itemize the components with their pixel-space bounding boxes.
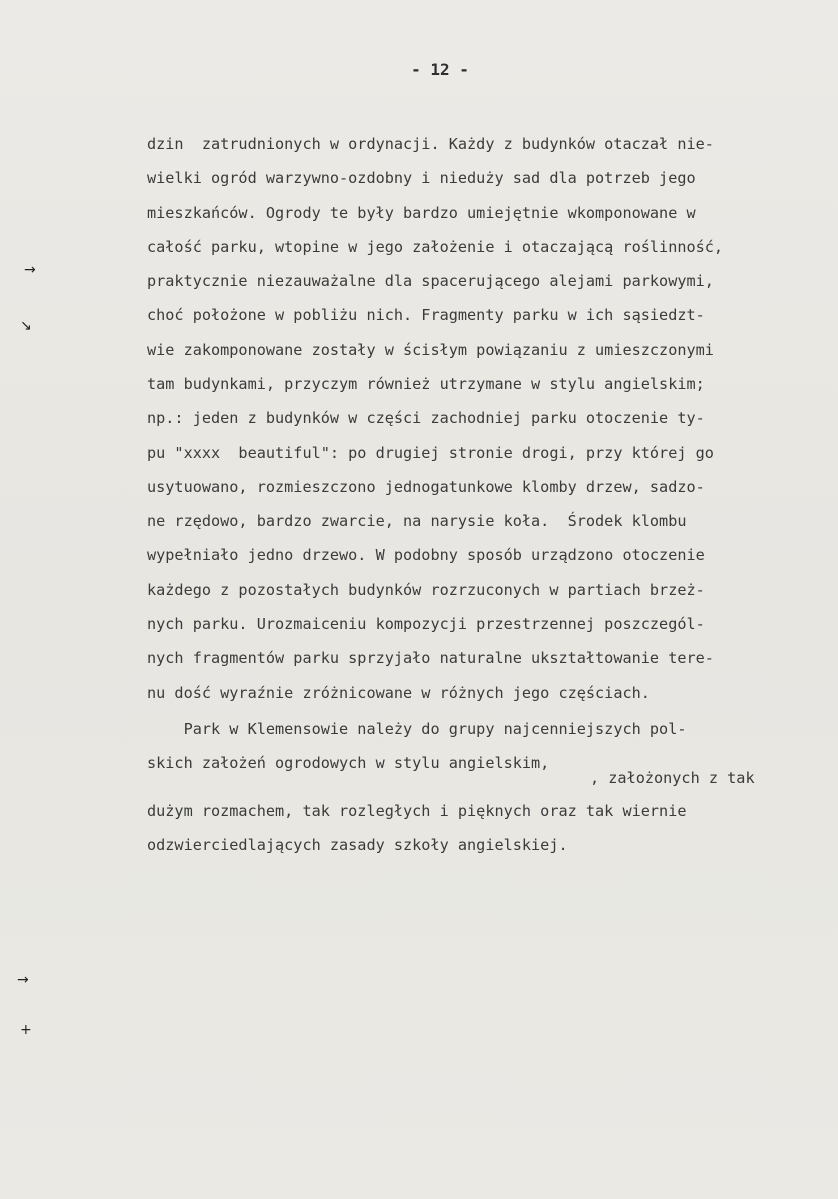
paragraph-1-line-8: tam budynkami, przyczym również utrzymane w stylu angielskim; <box>147 375 705 393</box>
margin-tick-mark: ↘ <box>20 318 32 334</box>
paragraph-1-line-3: mieszkańców. Ogrody te były bardzo umiejętnie wkomponowane w <box>147 204 696 222</box>
paragraph-2-line-2: skich założeń ogrodowych w stylu angielskim, <box>147 754 550 772</box>
paragraph-1-line-2: wielki ogród warzywno-ozdobny i nieduży sad dla potrzeb jego <box>147 169 696 187</box>
paragraph-1-line-6: choć położone w pobliżu nich. Fragmenty parku w ich sąsiedzt- <box>147 306 705 324</box>
paragraph-2-line-4: odzwierciedlających zasady szkoły angielskiej. <box>147 836 568 854</box>
margin-tick-mark: → <box>24 262 36 278</box>
paragraph-2-line-3: dużym rozmachem, tak rozległych i pięknych oraz tak wiernie <box>147 802 687 820</box>
paragraph-1-line-9: np.: jeden z budynków w części zachodniej parku otoczenie ty- <box>147 409 705 427</box>
paragraph-1-line-17: nu dość wyraźnie zróżnicowane w różnych jego częściach. <box>147 684 650 702</box>
paragraph-2-line-1: Park w Klemensowie należy do grupy najcenniejszych pol- <box>147 720 687 738</box>
margin-tick-mark: → <box>17 972 29 988</box>
paragraph-1-line-16: nych fragmentów parku sprzyjało naturalne ukształtowanie tere- <box>147 649 714 667</box>
margin-tick-mark: + <box>20 1022 32 1038</box>
page-number: - 12 - <box>411 60 469 79</box>
paragraph-1-line-13: wypełniało jedno drzewo. W podobny sposób urządzono otoczenie <box>147 546 705 564</box>
paragraph-1-line-11: usytuowano, rozmieszczono jednogatunkowe klomby drzew, sadzo- <box>147 478 705 496</box>
paragraph-1-line-1: dzin zatrudnionych w ordynacji. Każdy z budynków otaczał nie- <box>147 135 714 153</box>
paragraph-1-line-10: pu "xxxx beautiful": po drugiej stronie drogi, przy której go <box>147 444 714 462</box>
paragraph-1-line-12: ne rzędowo, bardzo zwarcie, na narysie koła. Środek klombu <box>147 512 687 530</box>
paragraph-2-line-2-continuation: , założonych z tak <box>590 769 755 787</box>
paragraph-1-line-4: całość parku, wtopine w jego założenie i otaczającą roślinność, <box>147 238 724 256</box>
paragraph-1-line-7: wie zakomponowane zostały w ścisłym powiązaniu z umieszczonymi <box>147 341 714 359</box>
paragraph-1-line-15: nych parku. Urozmaiceniu kompozycji przestrzennej poszczegól- <box>147 615 705 633</box>
paragraph-1-line-5: praktycznie niezauważalne dla spacerującego alejami parkowymi, <box>147 272 714 290</box>
paragraph-1-line-14: każdego z pozostałych budynków rozrzuconych w partiach brzeż- <box>147 581 705 599</box>
